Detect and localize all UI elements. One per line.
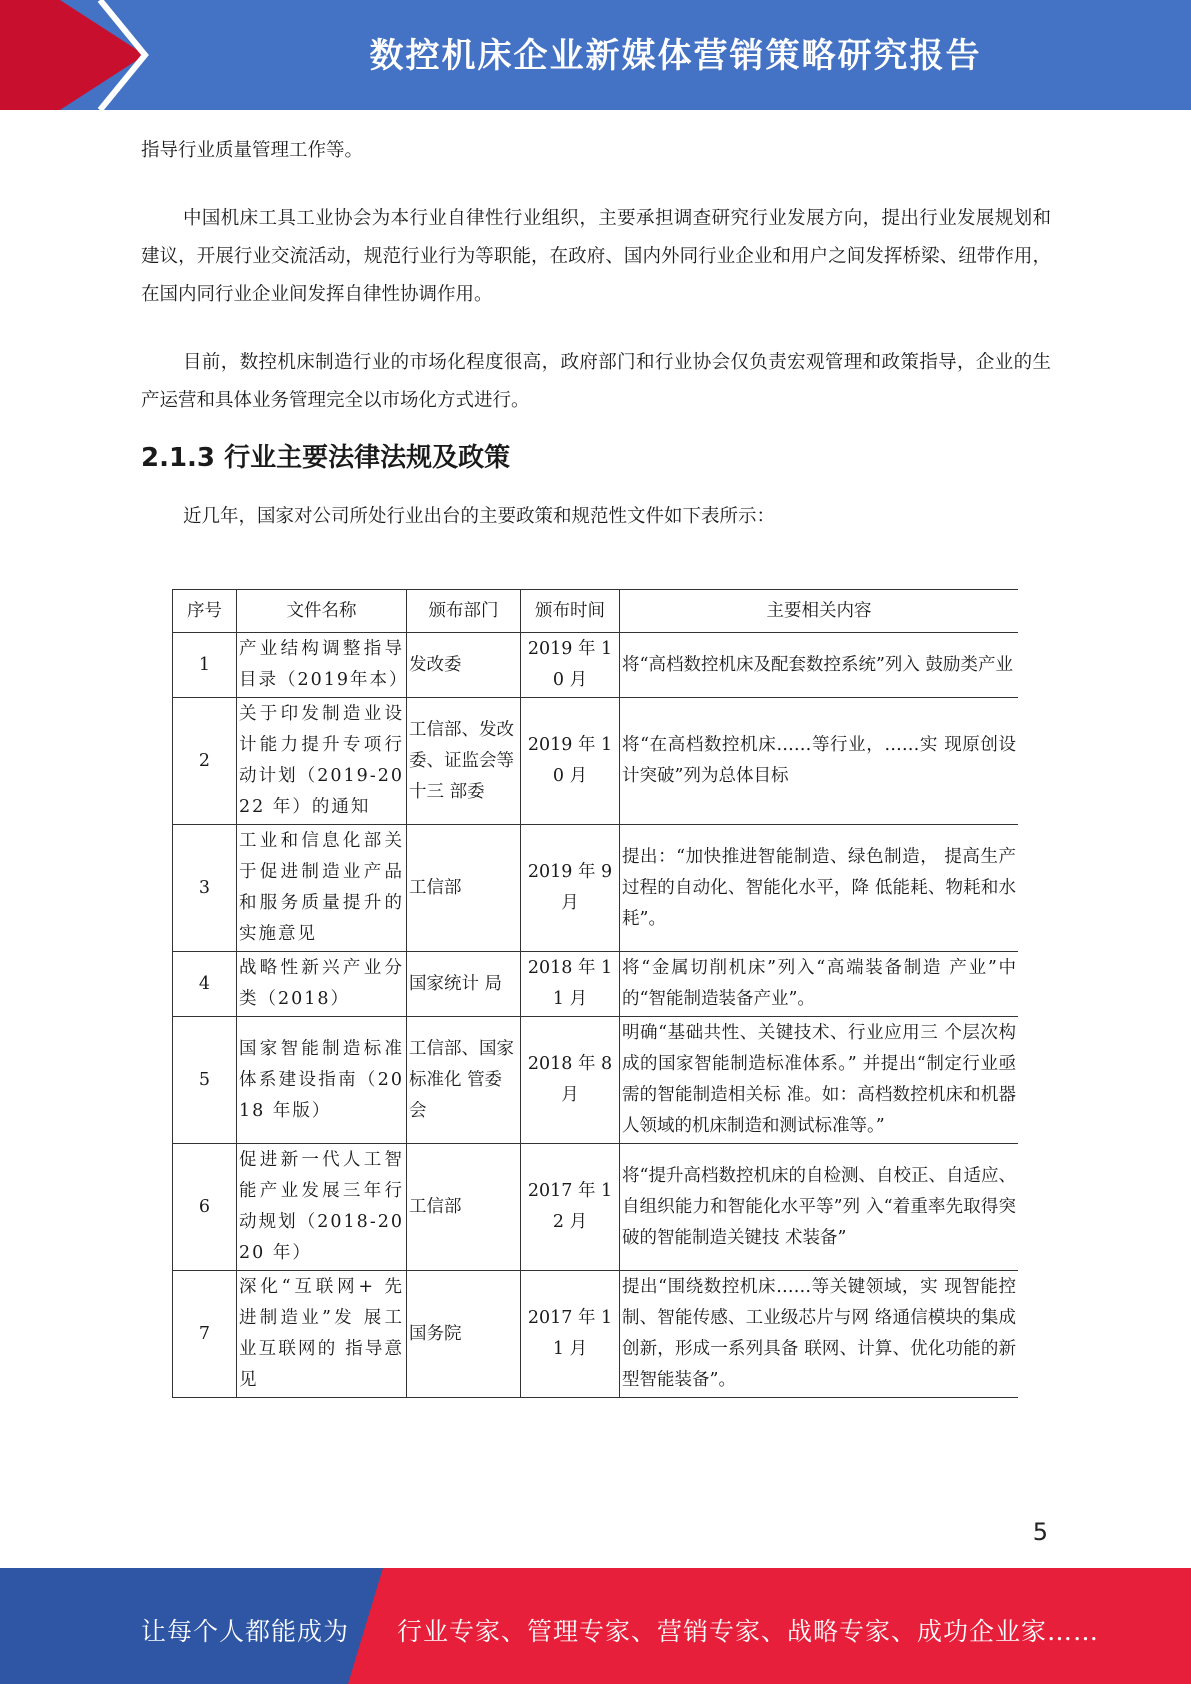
cell-dept: 工信部、国家标准化 管委会 [407,1017,521,1144]
cell-dept: 工信部、发改委、证监会等十三 部委 [407,698,521,825]
table-row [173,1017,1019,1144]
cell-dept: 发改委 [407,633,521,698]
cell-date: 2019 年 10 月 [521,633,620,698]
header-date: 颁布时间 [521,590,620,633]
cell-date: 2017 年 12 月 [521,1144,620,1271]
cell-no: 2 [173,698,237,825]
page-number: 5 [1032,1518,1048,1546]
header-dept: 颁布部门 [407,590,521,633]
main-content [141,132,1051,536]
cell-content: 将“高档数控机床及配套数控系统”列入 鼓励类产业 [620,633,1019,698]
policy-table [172,589,1018,1398]
cell-content: 将“提升高档数控机床的自检测、自校正、自适应、自组织能力和智能化水平等”列 入“着重率先取得突破的智能制造关键技 术装备” [620,1144,1019,1271]
cell-no: 7 [173,1271,237,1398]
header-content: 主要相关内容 [620,590,1019,633]
cell-content: 提出：“加快推进智能制造、绿色制造， 提高生产过程的自动化、智能化水平，降 低能耗、物耗和水耗”。 [620,825,1019,952]
table-row [173,825,1019,952]
cell-dept: 国家统计 局 [407,952,521,1017]
cell-content: 将“在高档数控机床……等行业，……实 现原创设计突破”列为总体目标 [620,698,1019,825]
page-footer [0,1568,1191,1684]
table-row [173,633,1019,698]
table-row [173,698,1019,825]
cell-no: 5 [173,1017,237,1144]
table-row [173,1144,1019,1271]
header-no: 序号 [173,590,237,633]
cell-dept: 工信部 [407,825,521,952]
footer-slogan-right: 行业专家、管理专家、营销专家、战略专家、成功企业家…… [397,1617,1100,1646]
paragraph-2: 中国机床工具工业协会为本行业自律性行业组织，主要承担调查研究行业发展方向，提出行业发展规划和建议，开展行业交流活动，规范行业行为等职能，在政府、国内外同行业企业和用户之间发挥桥梁、纽带作用，在国内同行业企业间发挥自律性协调作用。 [141,208,1051,305]
cell-date: 2017 年 11 月 [521,1271,620,1398]
footer-slogan-left: 让每个人都能成为 [141,1617,350,1646]
paragraph-1: 指导行业质量管理工作等。 [141,140,364,161]
cell-no: 1 [173,633,237,698]
paragraph-3: 目前，数控机床制造行业的市场化程度很高，政府部门和行业协会仅负责宏观管理和政策指导，企业的生产运营和具体业务管理完全以市场化方式进行。 [141,352,1051,411]
report-title: 数控机床企业新媒体营销策略研究报告 [369,36,982,76]
cell-content: 提出“围绕数控机床……等关键领域，实 现智能控制、智能传感、工业级芯片与网 络通信模块的集成创新，形成一系列具备 联网、计算、优化功能的新型智能装备”。 [620,1271,1019,1398]
policy-table-container [172,589,1018,1481]
cell-name: 深化“互联网+ 先进制造业”发 展工业互联网的 指导意见 [237,1271,407,1398]
cell-name: 工业和信息化部关于促进制造业产品和服务质量提升的实施意见 [237,825,407,952]
cell-name: 产业结构调整指导目录（2019年本） [237,633,407,698]
cell-name: 国家智能制造标准体系建设指南（2018 年版） [237,1017,407,1144]
table-header-row [173,590,1019,633]
cell-name: 战略性新兴产业分类（2018） [237,952,407,1017]
header-name: 文件名称 [237,590,407,633]
cell-date: 2019 年 9 月 [521,825,620,952]
cell-no: 4 [173,952,237,1017]
cell-no: 6 [173,1144,237,1271]
section-intro: 近几年，国家对公司所处行业出台的主要政策和规范性文件如下表所示： [183,506,776,527]
page-header [0,0,1191,110]
cell-date: 2019 年 10 月 [521,698,620,825]
table-row [173,1271,1019,1398]
cell-dept: 工信部 [407,1144,521,1271]
cell-name: 促进新一代人工智能产业发展三年行动规划（2018-2020 年） [237,1144,407,1271]
cell-no: 3 [173,825,237,952]
section-heading: 2.1.3 行业主要法律法规及政策 [141,443,511,473]
cell-date: 2018 年 8 月 [521,1017,620,1144]
table-row [173,952,1019,1017]
cell-content: 将“金属切削机床”列入“高端装备制造 产业”中的“智能制造装备产业”。 [620,952,1019,1017]
cell-date: 2018 年 11 月 [521,952,620,1017]
cell-content: 明确“基础共性、关键技术、行业应用三 个层次构成的国家智能制造标准体系。” 并提出“制定行业亟需的智能制造相关标 准。如：高档数控机床和机器人领域的机床制造和测试标准等。” [620,1017,1019,1144]
cell-name: 关于印发制造业设计能力提升专项行动计划（2019-2022 年）的通知 [237,698,407,825]
cell-dept: 国务院 [407,1271,521,1398]
